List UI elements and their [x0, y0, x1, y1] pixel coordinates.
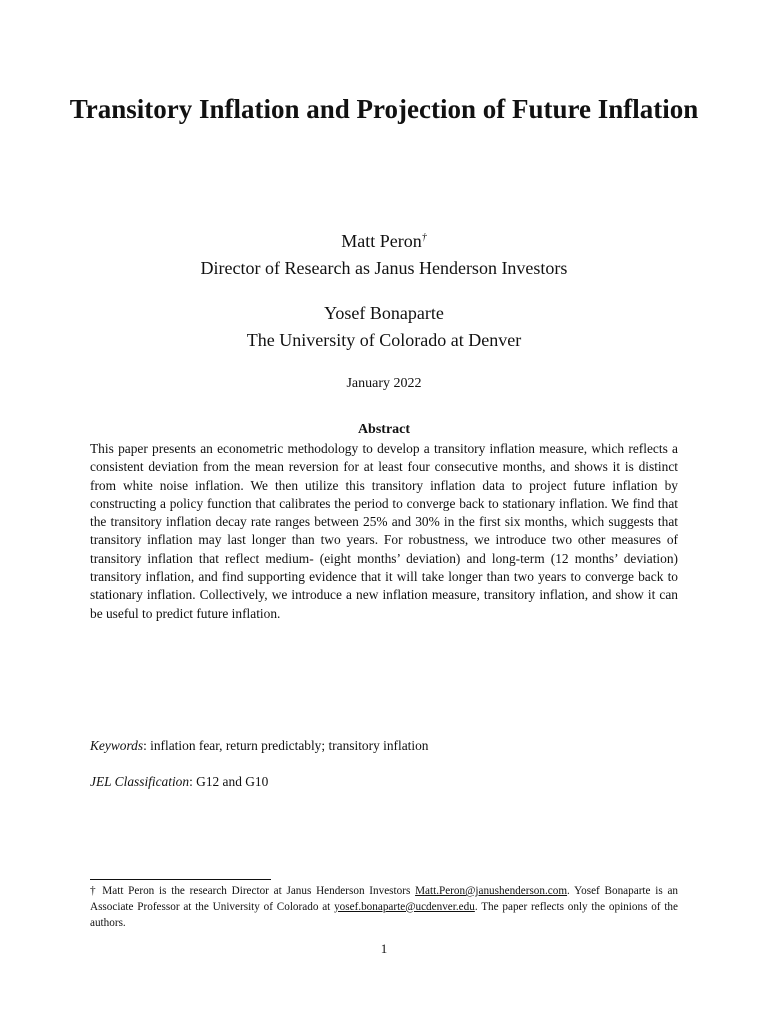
keywords-line	[90, 738, 429, 754]
email-link-bonaparte[interactable]: yosef.bonaparte@ucdenver.edu	[334, 900, 475, 913]
footnote-text-2: . Yosef Bonaparte is an Associate Professor at the University of Colorado at	[90, 885, 679, 913]
page-number: 1	[380, 941, 388, 956]
paper-date: January 2022	[346, 376, 422, 391]
author-name: Matt Peron	[341, 231, 422, 251]
footnote-mark: †	[421, 232, 427, 243]
jel-text: : G12 and G10	[189, 774, 269, 789]
footnote-text-1: Matt Peron is the research Director at Janus Henderson Investors	[97, 885, 416, 897]
footnote	[90, 884, 678, 931]
footnote-mark: †	[90, 885, 98, 897]
jel-line	[90, 774, 268, 790]
email-link-peron[interactable]: Matt.Peron@janushenderson.com	[415, 885, 568, 897]
author-affiliation: The University of Colorado at Denver	[246, 330, 522, 350]
author-name: Yosef Bonaparte	[324, 303, 444, 323]
paper-title: Transitory Inflation and Projection of Future Inflation	[69, 94, 699, 124]
footnote-text-3: . The paper reflects only the opinions of the authors.	[90, 900, 678, 929]
abstract-text: This paper presents an econometric methodology to develop a transitory inflation measure, which reflects a consistent deviation from the mean reversion for at least four consecutive months, and shows it is distinct from white noise inflation. We then utilize this transitory inflation data to project future inflation by constructing a policy function that calibrates the period to converge back to stationary inflation. We find that the transitory inflation decay rate ranges between 25% and 30% in the first six months, which suggests that transitory inflation may last longer than two years. For robustness, we introduce two other measures of transitory inflation that reflect medium- (eight months’ deviation) and long-term (12 months’ deviation) transitory inflation, and find supporting evidence that it will take longer than two years to converge back to stationary inflation. Collectively, we introduce a new inflation measure, transitory inflation, and show it can be useful to predict future inflation.	[90, 441, 678, 621]
author-affiliation: Director of Research as Janus Henderson Investors	[200, 258, 568, 278]
author-block-2	[60, 300, 708, 354]
abstract-heading: Abstract	[357, 422, 411, 437]
footnote-divider	[90, 879, 271, 880]
keywords-text: : inflation fear, return predictably; transitory inflation	[143, 738, 429, 753]
author-block-1	[60, 228, 708, 282]
jel-label: JEL Classification	[90, 774, 190, 789]
keywords-label: Keywords	[90, 738, 144, 753]
